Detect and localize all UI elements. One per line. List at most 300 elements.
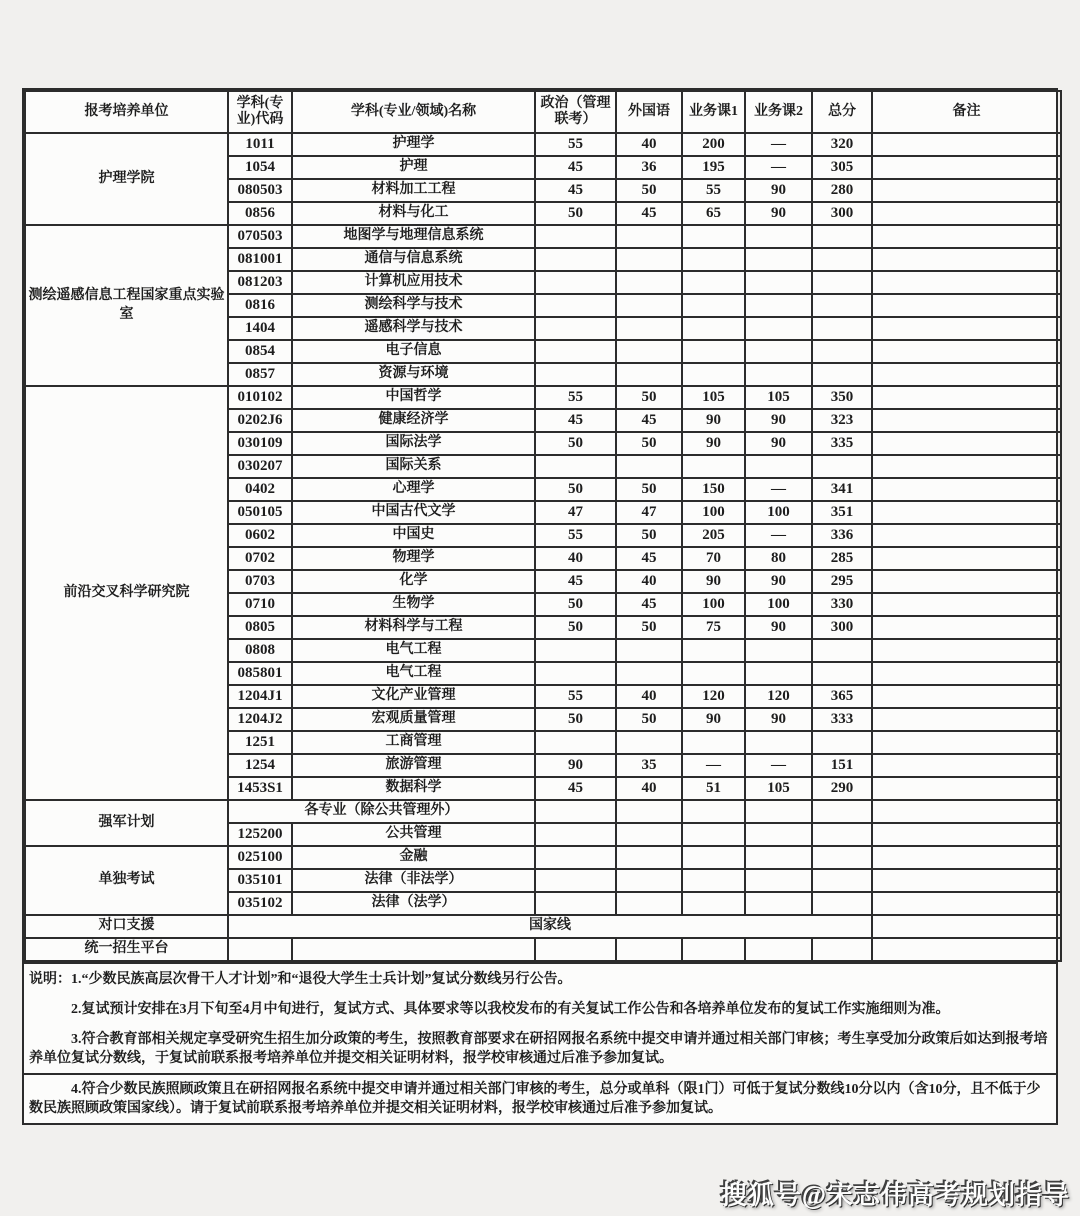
code-cell: 1453S1 — [228, 777, 292, 800]
score-table-frame — [22, 88, 1058, 1125]
score-cell — [812, 271, 872, 294]
subject-name-cell: 中国哲学 — [292, 386, 535, 409]
subject-name-cell — [292, 938, 535, 961]
score-cell: 45 — [616, 593, 682, 616]
score-cell: 40 — [616, 777, 682, 800]
score-cell — [812, 340, 872, 363]
score-cell: 105 — [745, 777, 812, 800]
table-row — [25, 386, 1061, 409]
merged-name-cell: 各专业（除公共管理外） — [228, 800, 535, 823]
subject-name-cell: 生物学 — [292, 593, 535, 616]
score-cell — [535, 846, 616, 869]
score-cell — [616, 455, 682, 478]
score-cell — [616, 317, 682, 340]
score-cell: 120 — [745, 685, 812, 708]
code-cell: 0816 — [228, 294, 292, 317]
code-cell: 0702 — [228, 547, 292, 570]
column-header-total: 总分 — [812, 91, 872, 133]
score-cell — [616, 938, 682, 961]
remark-cell — [872, 202, 1061, 225]
score-cell — [812, 869, 872, 892]
subject-name-cell: 测绘科学与技术 — [292, 294, 535, 317]
score-cell — [535, 294, 616, 317]
remark-cell — [872, 478, 1061, 501]
code-cell: 1254 — [228, 754, 292, 777]
subject-name-cell: 护理 — [292, 156, 535, 179]
code-cell: 030109 — [228, 432, 292, 455]
score-cell — [682, 938, 745, 961]
score-cell — [812, 317, 872, 340]
score-cell — [535, 800, 616, 823]
score-cell — [682, 317, 745, 340]
score-cell: 90 — [682, 570, 745, 593]
score-cell: 45 — [616, 202, 682, 225]
score-cell: 350 — [812, 386, 872, 409]
score-cell — [535, 938, 616, 961]
code-cell: 0856 — [228, 202, 292, 225]
score-cell — [535, 317, 616, 340]
score-cell: 90 — [745, 202, 812, 225]
code-cell: 030207 — [228, 455, 292, 478]
score-cell — [812, 363, 872, 386]
subject-name-cell: 数据科学 — [292, 777, 535, 800]
score-cell — [616, 869, 682, 892]
score-cell: — — [682, 754, 745, 777]
score-cell: 45 — [535, 409, 616, 432]
score-cell — [745, 892, 812, 915]
score-cell: 195 — [682, 156, 745, 179]
score-cell — [616, 639, 682, 662]
subject-name-cell: 物理学 — [292, 547, 535, 570]
score-cell — [535, 731, 616, 754]
subject-name-cell: 金融 — [292, 846, 535, 869]
score-cell: 120 — [682, 685, 745, 708]
code-cell: 050105 — [228, 501, 292, 524]
score-cell: 365 — [812, 685, 872, 708]
score-cell — [535, 869, 616, 892]
score-cell — [745, 869, 812, 892]
remark-cell — [872, 317, 1061, 340]
score-cell — [616, 248, 682, 271]
remark-cell — [872, 179, 1061, 202]
subject-name-cell: 中国古代文学 — [292, 501, 535, 524]
score-cell: 51 — [682, 777, 745, 800]
score-cell — [812, 846, 872, 869]
code-cell: 1054 — [228, 156, 292, 179]
code-cell: 070503 — [228, 225, 292, 248]
score-cell: 45 — [535, 156, 616, 179]
score-cell — [812, 823, 872, 846]
code-cell: 035102 — [228, 892, 292, 915]
score-cell: 290 — [812, 777, 872, 800]
score-cell — [745, 340, 812, 363]
code-cell: 0805 — [228, 616, 292, 639]
table-row — [25, 938, 1061, 961]
score-cell: 55 — [682, 179, 745, 202]
remark-cell — [872, 455, 1061, 478]
remark-cell — [872, 409, 1061, 432]
score-cell — [682, 363, 745, 386]
subject-name-cell: 计算机应用技术 — [292, 271, 535, 294]
remark-cell — [872, 156, 1061, 179]
score-cell — [682, 892, 745, 915]
subject-name-cell: 电子信息 — [292, 340, 535, 363]
score-cell — [535, 823, 616, 846]
score-cell: 35 — [616, 754, 682, 777]
score-cell — [682, 869, 745, 892]
code-cell — [228, 938, 292, 961]
subject-name-cell: 化学 — [292, 570, 535, 593]
score-cell — [745, 800, 812, 823]
score-cell — [812, 248, 872, 271]
score-cell: 75 — [682, 616, 745, 639]
remark-cell — [872, 639, 1061, 662]
score-cell — [745, 294, 812, 317]
table-row — [25, 800, 1061, 823]
score-cell: 305 — [812, 156, 872, 179]
subject-name-cell: 公共管理 — [292, 823, 535, 846]
unit-cell: 强军计划 — [25, 800, 228, 846]
column-header-foreign-language: 外国语 — [616, 91, 682, 133]
score-cell: 50 — [616, 386, 682, 409]
subject-name-cell: 国际关系 — [292, 455, 535, 478]
score-cell — [812, 731, 872, 754]
code-cell: 0808 — [228, 639, 292, 662]
subject-name-cell: 资源与环境 — [292, 363, 535, 386]
score-cell: 40 — [616, 133, 682, 156]
subject-name-cell: 文化产业管理 — [292, 685, 535, 708]
score-cell: 40 — [616, 685, 682, 708]
score-cell — [682, 823, 745, 846]
remark-cell — [872, 800, 1061, 823]
score-cell — [535, 248, 616, 271]
code-cell: 0402 — [228, 478, 292, 501]
remark-cell — [872, 248, 1061, 271]
code-cell: 035101 — [228, 869, 292, 892]
remark-cell — [872, 432, 1061, 455]
score-cell: 295 — [812, 570, 872, 593]
code-cell: 0710 — [228, 593, 292, 616]
note-line-3: 3.符合教育部相关规定享受研究生招生加分政策的考生，按照教育部要求在研招网报名系统中提交申请并通过相关部门审核；考生享受加分政策后如达到报考培养单位复试分数线，于复试前联系报考培养单位并提交相关证明材料，报学校审核通过后准予参加复试。 — [29, 1032, 1048, 1066]
table-row — [25, 846, 1061, 869]
remark-cell — [872, 662, 1061, 685]
score-cell — [745, 731, 812, 754]
score-cell — [535, 639, 616, 662]
score-cell: 105 — [745, 386, 812, 409]
notes-box-1 — [24, 962, 1056, 1073]
score-cell: 90 — [682, 409, 745, 432]
code-cell: 010102 — [228, 386, 292, 409]
score-cell — [616, 363, 682, 386]
score-cell — [812, 892, 872, 915]
score-cell: 45 — [616, 547, 682, 570]
remark-cell — [872, 501, 1061, 524]
score-cell — [616, 271, 682, 294]
score-table-body — [25, 133, 1061, 961]
score-cell: 200 — [682, 133, 745, 156]
column-header-politics: 政治（管理联考） — [535, 91, 616, 133]
score-cell: 45 — [535, 777, 616, 800]
score-cell — [812, 938, 872, 961]
score-cell — [745, 938, 812, 961]
national-line-cell: 国家线 — [228, 915, 872, 938]
score-cell: 90 — [682, 708, 745, 731]
score-cell: 50 — [535, 708, 616, 731]
score-cell: 50 — [535, 432, 616, 455]
score-cell: 280 — [812, 179, 872, 202]
subject-name-cell: 材料加工工程 — [292, 179, 535, 202]
note-line-1: 说明：1.“少数民族高层次骨干人才计划”和“退役大学生士兵计划”复试分数线另行公告。 — [29, 972, 572, 987]
score-cell: 55 — [535, 524, 616, 547]
score-cell — [535, 225, 616, 248]
remark-cell — [872, 892, 1061, 915]
unit-cell: 单独考试 — [25, 846, 228, 915]
score-cell — [812, 639, 872, 662]
score-cell: 90 — [745, 708, 812, 731]
score-cell — [745, 662, 812, 685]
code-cell: 0854 — [228, 340, 292, 363]
score-cell: 300 — [812, 202, 872, 225]
score-cell — [616, 892, 682, 915]
unit-cell: 对口支援 — [25, 915, 228, 938]
remark-cell — [872, 386, 1061, 409]
score-cell: 50 — [535, 616, 616, 639]
score-cell — [682, 271, 745, 294]
score-cell — [682, 731, 745, 754]
unit-cell: 测绘遥感信息工程国家重点实验室 — [25, 225, 228, 386]
header-row — [25, 91, 1061, 133]
score-cell — [616, 225, 682, 248]
code-cell: 0703 — [228, 570, 292, 593]
column-header-code: 学科(专业)代码 — [228, 91, 292, 133]
unit-cell: 统一招生平台 — [25, 938, 228, 961]
score-cell: 55 — [535, 386, 616, 409]
score-cell — [682, 340, 745, 363]
score-cell: 50 — [535, 202, 616, 225]
score-table — [24, 90, 1062, 962]
remark-cell — [872, 823, 1061, 846]
score-cell: 50 — [616, 616, 682, 639]
score-cell: 323 — [812, 409, 872, 432]
score-cell: 40 — [616, 570, 682, 593]
score-cell: 50 — [616, 524, 682, 547]
score-cell — [616, 662, 682, 685]
score-cell: 50 — [616, 432, 682, 455]
note-line-4: 4.符合少数民族照顾政策且在研招网报名系统中提交申请并通过相关部门审核的考生，总分或单科（限1门）可低于复试分数线10分以内（含10分，且不低于少数民族照顾政策国家线）。请于复试前联系报考培养单位并提交相关证明材料，报学校审核通过后准予参加复试。 — [29, 1082, 1041, 1116]
score-cell — [682, 800, 745, 823]
score-cell: 45 — [535, 179, 616, 202]
unit-cell: 护理学院 — [25, 133, 228, 225]
score-cell: 90 — [745, 432, 812, 455]
score-cell — [616, 823, 682, 846]
column-header-name: 学科(专业/领域)名称 — [292, 91, 535, 133]
remark-cell — [872, 593, 1061, 616]
score-cell — [745, 455, 812, 478]
score-cell: 65 — [682, 202, 745, 225]
remark-cell — [872, 271, 1061, 294]
table-row — [25, 225, 1061, 248]
score-cell — [812, 455, 872, 478]
score-cell: 90 — [682, 432, 745, 455]
score-cell — [682, 662, 745, 685]
column-header-unit: 报考培养单位 — [25, 91, 228, 133]
code-cell: 0857 — [228, 363, 292, 386]
subject-name-cell: 法律（非法学） — [292, 869, 535, 892]
subject-name-cell: 旅游管理 — [292, 754, 535, 777]
unit-cell: 前沿交叉科学研究院 — [25, 386, 228, 800]
remark-cell — [872, 133, 1061, 156]
score-cell: 70 — [682, 547, 745, 570]
score-cell: 45 — [535, 570, 616, 593]
remark-cell — [872, 869, 1061, 892]
score-cell: 90 — [535, 754, 616, 777]
remark-cell — [872, 340, 1061, 363]
remark-cell — [872, 777, 1061, 800]
remark-cell — [872, 685, 1061, 708]
score-cell — [745, 271, 812, 294]
column-header-course1: 业务课1 — [682, 91, 745, 133]
score-cell — [682, 455, 745, 478]
remark-cell — [872, 938, 1061, 961]
subject-name-cell: 中国史 — [292, 524, 535, 547]
code-cell: 1011 — [228, 133, 292, 156]
score-cell: 341 — [812, 478, 872, 501]
subject-name-cell: 护理学 — [292, 133, 535, 156]
code-cell: 1251 — [228, 731, 292, 754]
remark-cell — [872, 754, 1061, 777]
remark-cell — [872, 524, 1061, 547]
score-cell — [535, 340, 616, 363]
score-cell: 55 — [535, 685, 616, 708]
score-cell: 320 — [812, 133, 872, 156]
watermark: 搜狐号@宋志伟高考规划指导 — [720, 1181, 1070, 1210]
note-line-2: 2.复试预计安排在3月下旬至4月中旬进行，复试方式、具体要求等以我校发布的有关复试工作公告和各培养单位发布的复试工作实施细则为准。 — [71, 1002, 950, 1017]
subject-name-cell: 健康经济学 — [292, 409, 535, 432]
remark-cell — [872, 708, 1061, 731]
code-cell: 025100 — [228, 846, 292, 869]
code-cell: 081001 — [228, 248, 292, 271]
table-row — [25, 915, 1061, 938]
score-cell: 100 — [745, 593, 812, 616]
score-cell: 300 — [812, 616, 872, 639]
code-cell: 1204J1 — [228, 685, 292, 708]
score-cell: 335 — [812, 432, 872, 455]
score-cell — [682, 294, 745, 317]
score-cell — [535, 271, 616, 294]
score-cell — [812, 225, 872, 248]
score-cell: 285 — [812, 547, 872, 570]
subject-name-cell: 工商管理 — [292, 731, 535, 754]
score-cell — [616, 340, 682, 363]
subject-name-cell: 国际法学 — [292, 432, 535, 455]
remark-cell — [872, 547, 1061, 570]
score-cell: 351 — [812, 501, 872, 524]
code-cell: 085801 — [228, 662, 292, 685]
score-cell — [745, 823, 812, 846]
remark-cell — [872, 915, 1061, 938]
score-cell: 50 — [616, 179, 682, 202]
code-cell: 080503 — [228, 179, 292, 202]
score-cell: 90 — [745, 179, 812, 202]
subject-name-cell: 宏观质量管理 — [292, 708, 535, 731]
score-cell: 336 — [812, 524, 872, 547]
score-cell: 50 — [616, 478, 682, 501]
subject-name-cell: 地图学与地理信息系统 — [292, 225, 535, 248]
score-cell: 330 — [812, 593, 872, 616]
score-cell: 100 — [745, 501, 812, 524]
score-cell: 50 — [535, 593, 616, 616]
remark-cell — [872, 363, 1061, 386]
score-cell: 45 — [616, 409, 682, 432]
score-cell: — — [745, 754, 812, 777]
score-cell: 90 — [745, 616, 812, 639]
score-cell — [812, 800, 872, 823]
code-cell: 0602 — [228, 524, 292, 547]
subject-name-cell: 材料科学与工程 — [292, 616, 535, 639]
score-cell — [535, 662, 616, 685]
score-cell — [682, 846, 745, 869]
score-cell — [745, 317, 812, 340]
score-cell: 47 — [616, 501, 682, 524]
subject-name-cell: 电气工程 — [292, 662, 535, 685]
remark-cell — [872, 616, 1061, 639]
score-cell — [616, 846, 682, 869]
score-cell — [812, 662, 872, 685]
score-cell: 40 — [535, 547, 616, 570]
score-cell: 150 — [682, 478, 745, 501]
score-cell: 205 — [682, 524, 745, 547]
score-cell: — — [745, 156, 812, 179]
subject-name-cell: 遥感科学与技术 — [292, 317, 535, 340]
subject-name-cell: 通信与信息系统 — [292, 248, 535, 271]
code-cell: 125200 — [228, 823, 292, 846]
code-cell: 081203 — [228, 271, 292, 294]
score-cell: — — [745, 524, 812, 547]
remark-cell — [872, 846, 1061, 869]
column-header-course2: 业务课2 — [745, 91, 812, 133]
remark-cell — [872, 731, 1061, 754]
score-cell — [682, 248, 745, 271]
score-cell — [812, 294, 872, 317]
score-cell: 80 — [745, 547, 812, 570]
score-cell: 90 — [745, 409, 812, 432]
score-cell — [535, 363, 616, 386]
score-cell: 50 — [616, 708, 682, 731]
score-cell: — — [745, 133, 812, 156]
notes-box-2 — [24, 1073, 1056, 1123]
score-cell: 55 — [535, 133, 616, 156]
code-cell: 0202J6 — [228, 409, 292, 432]
score-cell — [616, 294, 682, 317]
code-cell: 1404 — [228, 317, 292, 340]
score-cell — [616, 800, 682, 823]
remark-cell — [872, 570, 1061, 593]
score-cell — [745, 846, 812, 869]
column-header-remark: 备注 — [872, 91, 1061, 133]
score-cell: 50 — [535, 478, 616, 501]
table-row — [25, 133, 1061, 156]
score-cell — [745, 363, 812, 386]
score-cell — [535, 455, 616, 478]
score-cell: 90 — [745, 570, 812, 593]
score-cell: 105 — [682, 386, 745, 409]
subject-name-cell: 法律（法学） — [292, 892, 535, 915]
score-cell: 36 — [616, 156, 682, 179]
score-cell — [616, 731, 682, 754]
code-cell: 1204J2 — [228, 708, 292, 731]
score-cell — [682, 225, 745, 248]
score-cell — [535, 892, 616, 915]
